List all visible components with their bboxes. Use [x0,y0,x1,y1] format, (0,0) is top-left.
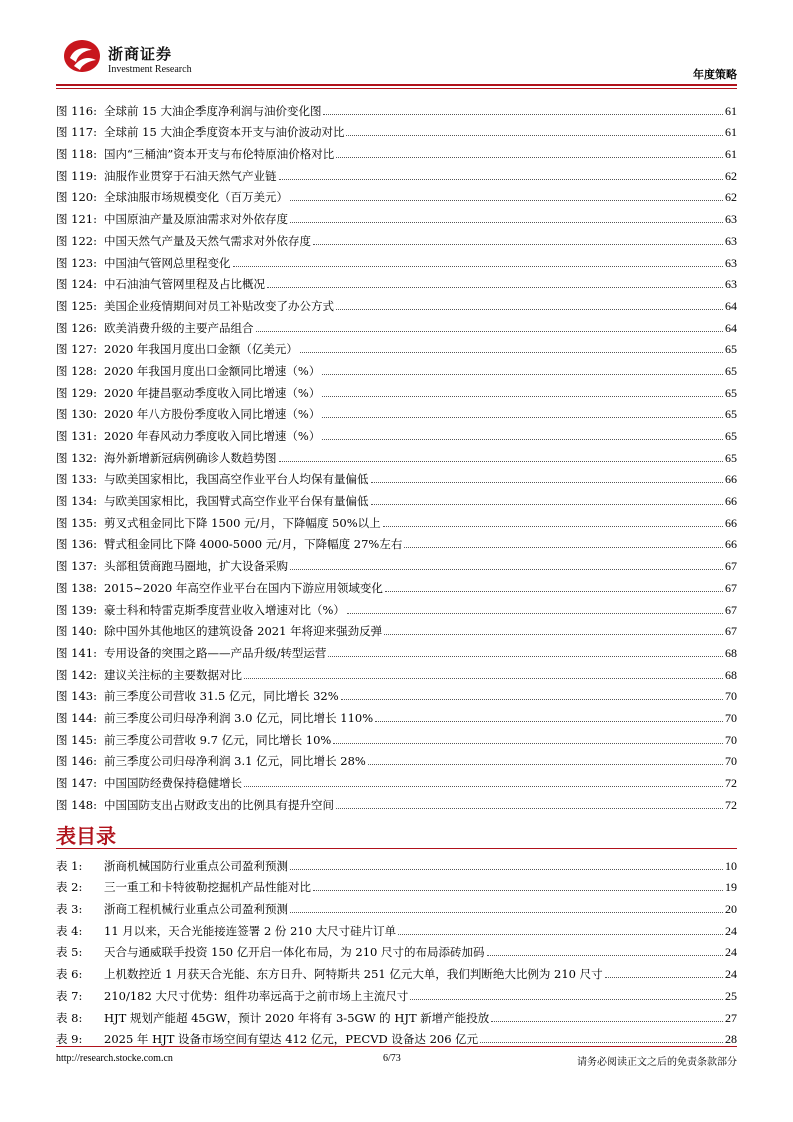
toc-leader-dots [333,743,723,744]
toc-leader-dots [323,114,723,115]
toc-entry-page: 20 [725,902,737,917]
toc-leader-dots [233,266,724,267]
toc-leader-dots [256,331,724,332]
toc-entry-title: 中国天然气产量及天然气需求对外依存度 [104,233,311,248]
toc-leader-dots [410,999,723,1000]
toc-entry-label: 图 120: [56,190,97,205]
toc-entry-title: 上机数控近 1 月获天合光能、东方日升、阿特斯共 251 亿元大单，我们判断绝大比例为 210 尺寸 [104,967,603,982]
toc-entry-title: 2020 年八方股份季度收入同比增速（%） [104,407,321,422]
toc-entry-page: 27 [725,1010,737,1025]
figure-toc-entry[interactable] [56,747,737,769]
toc-entry-label: 图 144: [56,710,97,725]
table-toc-list [56,851,737,1046]
toc-entry-title: 前三季度公司营收 9.7 亿元，同比增长 10% [104,732,332,747]
toc-entry-title: 天合与通威联手投资 150 亿开启一体化布局，为 210 尺寸的布局添砖加码 [104,945,485,960]
toc-entry-page: 68 [725,645,737,660]
toc-leader-dots [383,526,723,527]
table-section-title: 表目录 [56,824,116,848]
toc-leader-dots [279,461,724,462]
toc-entry-title: 与欧美国家相比，我国高空作业平台人均保有量偏低 [104,472,369,487]
toc-entry-title: 中国油气管网总里程变化 [104,255,231,270]
toc-leader-dots [480,1042,723,1043]
toc-entry-page: 63 [725,233,737,248]
figure-toc-entry[interactable] [56,183,737,205]
toc-leader-dots [328,656,723,657]
toc-leader-dots [322,396,723,397]
toc-entry-label: 图 137: [56,559,97,574]
toc-leader-dots [341,699,723,700]
toc-entry-title: 前三季度公司归母净利润 3.0 亿元，同比增长 110% [104,710,374,725]
page-header [0,0,793,90]
figure-toc-entry[interactable] [56,660,737,682]
toc-leader-dots [346,135,723,136]
toc-leader-dots [375,721,723,722]
figure-toc-entry[interactable] [56,139,737,161]
toc-entry-label: 表 9: [56,1032,83,1047]
toc-entry-page: 10 [725,858,737,873]
toc-entry-title: 与欧美国家相比，我国臂式高空作业平台保有量偏低 [104,494,369,509]
figure-toc-entry[interactable] [56,682,737,704]
toc-entry-page: 24 [725,945,737,960]
toc-entry-title: 2020 年我国月度出口金额（亿美元） [104,342,298,357]
header-divider-thin [56,88,737,89]
toc-entry-label: 图 126: [56,320,97,335]
figure-toc-entry[interactable] [56,768,737,790]
toc-leader-dots [336,157,723,158]
toc-entry-page: 66 [725,472,737,487]
toc-leader-dots [371,504,724,505]
table-toc-entry[interactable] [56,873,737,895]
toc-entry-title: 剪叉式租金同比下降 1500 元/月，下降幅度 50%以上 [104,515,381,530]
figure-toc-entry[interactable] [56,443,737,465]
toc-entry-label: 图 141: [56,645,97,660]
toc-entry-label: 表 2: [56,880,83,895]
toc-entry-page: 63 [725,212,737,227]
toc-entry-page: 25 [725,988,737,1003]
toc-leader-dots [290,222,723,223]
figure-toc-entry[interactable] [56,96,737,118]
toc-entry-title: 美国企业疫情期间对员工补贴改变了办公方式 [104,298,334,313]
table-toc-entry[interactable] [56,1003,737,1025]
toc-entry-label: 图 119: [56,168,97,183]
figure-toc-entry[interactable] [56,270,737,292]
toc-entry-title: 中石油油气管网里程及占比概况 [104,277,265,292]
figure-toc-entry[interactable] [56,573,737,595]
toc-entry-title: 全球前 15 大油企季度资本开支与油价波动对比 [104,125,345,140]
header-divider [56,84,737,86]
document-type: 年度策略 [693,68,737,81]
figure-toc-entry[interactable] [56,486,737,508]
toc-entry-label: 图 136: [56,537,97,552]
toc-entry-title: HJT 规划产能超 45GW，预计 2020 年将有 3-5GW 的 HJT 新增产能投放 [104,1010,490,1025]
toc-entry-title: 全球油服市场规模变化（百万美元） [104,190,288,205]
toc-entry-label: 图 143: [56,689,97,704]
toc-entry-title: 豪士科和特雷克斯季度营业收入增速对比（%） [104,602,345,617]
toc-entry-page: 28 [725,1032,737,1047]
figure-toc-entry[interactable] [56,378,737,400]
toc-entry-label: 图 116: [56,103,97,118]
toc-leader-dots [322,439,723,440]
toc-leader-dots [322,417,723,418]
toc-entry-title: 建议关注标的主要数据对比 [104,667,242,682]
figure-toc-entry[interactable] [56,465,737,487]
toc-entry-title: 中国国防支出占财政支出的比例具有提升空间 [104,797,334,812]
toc-leader-dots [290,912,723,913]
figure-toc-entry[interactable] [56,790,737,812]
toc-entry-title: 专用设备的突围之路——产品升级/转型运营 [104,645,327,660]
toc-entry-page: 70 [725,754,737,769]
toc-leader-dots [384,634,723,635]
toc-leader-dots [290,569,723,570]
table-toc-entry[interactable] [56,938,737,960]
toc-entry-label: 表 8: [56,1010,83,1025]
toc-entry-page: 70 [725,689,737,704]
toc-leader-dots [487,955,723,956]
toc-entry-label: 图 129: [56,385,97,400]
toc-entry-label: 图 134: [56,494,97,509]
figure-toc-entry[interactable] [56,248,737,270]
toc-leader-dots [347,613,723,614]
figure-toc-entry[interactable] [56,421,737,443]
toc-leader-dots [290,200,723,201]
toc-entry-label: 图 139: [56,602,97,617]
toc-entry-page: 67 [725,559,737,574]
toc-entry-title: 中国原油产量及原油需求对外依存度 [104,212,288,227]
toc-entry-title: 海外新增新冠病例确诊人数趋势图 [104,450,277,465]
toc-entry-page: 65 [725,342,737,357]
toc-entry-title: 2020 年捷昌驱动季度收入同比增速（%） [104,385,321,400]
toc-entry-label: 表 7: [56,988,83,1003]
footer-divider [56,1046,737,1047]
toc-entry-label: 图 118: [56,147,97,162]
figure-toc-entry[interactable] [56,551,737,573]
toc-entry-title: 浙商工程机械行业重点公司盈利预测 [104,902,288,917]
table-toc-entry[interactable] [56,916,737,938]
toc-entry-page: 65 [725,450,737,465]
figure-toc-entry[interactable] [56,118,737,140]
toc-entry-title: 前三季度公司归母净利润 3.1 亿元，同比增长 28% [104,754,366,769]
toc-entry-page: 68 [725,667,737,682]
toc-entry-title: 210/182 大尺寸优势：组件功率远高于之前市场上主流尺寸 [104,988,409,1003]
toc-entry-label: 表 3: [56,902,83,917]
toc-entry-page: 65 [725,385,737,400]
figure-toc-entry[interactable] [56,204,737,226]
toc-entry-label: 表 5: [56,945,83,960]
toc-leader-dots [371,482,724,483]
toc-leader-dots [398,934,723,935]
toc-leader-dots [385,591,723,592]
toc-leader-dots [313,890,723,891]
brand-name-en: Investment Research [108,64,192,75]
toc-entry-label: 图 132: [56,450,97,465]
figure-toc-entry[interactable] [56,226,737,248]
toc-leader-dots [244,678,723,679]
toc-entry-label: 图 140: [56,624,97,639]
toc-leader-dots [322,374,723,375]
toc-entry-page: 66 [725,515,737,530]
toc-leader-dots [368,764,723,765]
toc-leader-dots [336,309,723,310]
table-toc-entry[interactable] [56,959,737,981]
toc-entry-page: 67 [725,602,737,617]
toc-entry-title: 2025 年 HJT 设备市场空间有望达 412 亿元，PECVD 设备达 206 亿元 [104,1032,479,1047]
toc-entry-title: 前三季度公司营收 31.5 亿元，同比增长 32% [104,689,339,704]
toc-entry-page: 62 [725,190,737,205]
toc-entry-title: 2015~2020 年高空作业平台在国内下游应用领域变化 [104,580,383,595]
figure-toc-entry[interactable] [56,161,737,183]
toc-leader-dots [313,244,723,245]
toc-entry-page: 66 [725,494,737,509]
toc-entry-page: 65 [725,429,737,443]
toc-entry-page: 72 [725,776,737,790]
toc-entry-page: 70 [725,732,737,747]
toc-entry-title: 浙商机械国防行业重点公司盈利预测 [104,858,288,873]
figure-toc-entry[interactable] [56,617,737,639]
toc-leader-dots [491,1021,723,1022]
toc-entry-page: 64 [725,320,737,335]
toc-entry-page: 67 [725,580,737,595]
toc-entry-label: 图 123: [56,255,97,270]
toc-entry-label: 图 148: [56,797,97,812]
toc-entry-label: 图 128: [56,363,97,378]
toc-entry-page: 63 [725,255,737,270]
figure-toc-entry[interactable] [56,400,737,422]
figure-toc-entry[interactable] [56,313,737,335]
figure-toc-entry[interactable] [56,703,737,725]
toc-entry-label: 图 147: [56,776,97,790]
table-toc-entry[interactable] [56,1025,737,1047]
toc-entry-page: 61 [725,103,737,118]
toc-entry-page: 65 [725,363,737,378]
toc-entry-label: 图 127: [56,342,97,357]
toc-entry-page: 24 [725,967,737,982]
toc-entry-title: 油服作业贯穿于石油天然气产业链 [104,168,277,183]
toc-entry-page: 24 [725,923,737,938]
toc-entry-page: 62 [725,168,737,183]
toc-entry-page: 67 [725,624,737,639]
table-toc-entry[interactable] [56,981,737,1003]
toc-entry-title: 国内“三桶油”资本开支与布伦特原油价格对比 [104,147,335,162]
toc-leader-dots [404,547,723,548]
toc-entry-label: 图 130: [56,407,97,422]
toc-leader-dots [605,977,723,978]
toc-entry-label: 图 135: [56,515,97,530]
toc-entry-title: 欧美消费升级的主要产品组合 [104,320,254,335]
toc-entry-title: 全球前 15 大油企季度净利润与油价变化图 [104,103,322,118]
figure-toc-entry[interactable] [56,595,737,617]
toc-leader-dots [244,786,723,787]
toc-entry-label: 图 125: [56,298,97,313]
toc-entry-label: 图 121: [56,212,97,227]
table-toc-entry[interactable] [56,851,737,873]
figure-toc-entry[interactable] [56,508,737,530]
toc-leader-dots [267,287,723,288]
toc-entry-title: 2020 年我国月度出口金额同比增速（%） [104,363,321,378]
toc-entry-title: 臂式租金同比下降 4000-5000 元/月，下降幅度 27%左右 [104,537,403,552]
toc-entry-title: 除中国外其他地区的建筑设备 2021 年将迎来强劲反弹 [104,624,383,639]
figure-toc-entry[interactable] [56,356,737,378]
figure-toc-entry[interactable] [56,530,737,552]
toc-entry-label: 图 131: [56,429,97,443]
toc-entry-label: 图 138: [56,580,97,595]
toc-leader-dots [290,869,723,870]
toc-entry-label: 表 1: [56,858,83,873]
toc-entry-label: 图 133: [56,472,97,487]
toc-entry-label: 图 122: [56,233,97,248]
toc-entry-page: 63 [725,277,737,292]
table-toc-entry[interactable] [56,894,737,916]
footer-url[interactable]: http://research.stocke.com.cn [56,1053,173,1064]
toc-entry-label: 图 142: [56,667,97,682]
toc-leader-dots [300,352,723,353]
figure-toc-list [56,96,737,812]
toc-entry-page: 19 [725,880,737,895]
figure-toc-entry[interactable] [56,725,737,747]
toc-entry-label: 表 6: [56,967,83,982]
toc-entry-label: 图 124: [56,277,97,292]
toc-entry-page: 61 [725,147,737,162]
toc-entry-title: 三一重工和卡特彼勒挖掘机产品性能对比 [104,880,311,895]
toc-entry-page: 66 [725,537,737,552]
toc-leader-dots [336,808,723,809]
toc-entry-page: 70 [725,710,737,725]
toc-entry-title: 中国国防经费保持稳健增长 [104,776,242,790]
toc-entry-title: 2020 年春风动力季度收入同比增速（%） [104,429,321,443]
footer-page-number: 6/73 [383,1053,401,1064]
figure-toc-entry[interactable] [56,638,737,660]
toc-entry-title: 11 月以来，天合光能接连签署 2 份 210 大尺寸硅片订单 [104,923,397,938]
figure-toc-entry[interactable] [56,291,737,313]
section-divider [56,848,737,849]
toc-entry-page: 61 [725,125,737,140]
toc-leader-dots [279,179,724,180]
toc-entry-label: 图 146: [56,754,97,769]
toc-entry-label: 图 145: [56,732,97,747]
figure-toc-entry[interactable] [56,335,737,357]
toc-entry-label: 表 4: [56,923,83,938]
toc-entry-title: 头部租赁商跑马圈地，扩大设备采购 [104,559,288,574]
toc-entry-page: 65 [725,407,737,422]
footer-disclaimer: 请务必阅读正文之后的免责条款部分 [577,1057,737,1068]
toc-entry-label: 图 117: [56,125,97,140]
toc-entry-page: 64 [725,298,737,313]
zheshang-logo-icon [62,38,102,74]
toc-entry-page: 72 [725,797,737,812]
brand-name-cn: 浙商证券 [108,45,173,63]
